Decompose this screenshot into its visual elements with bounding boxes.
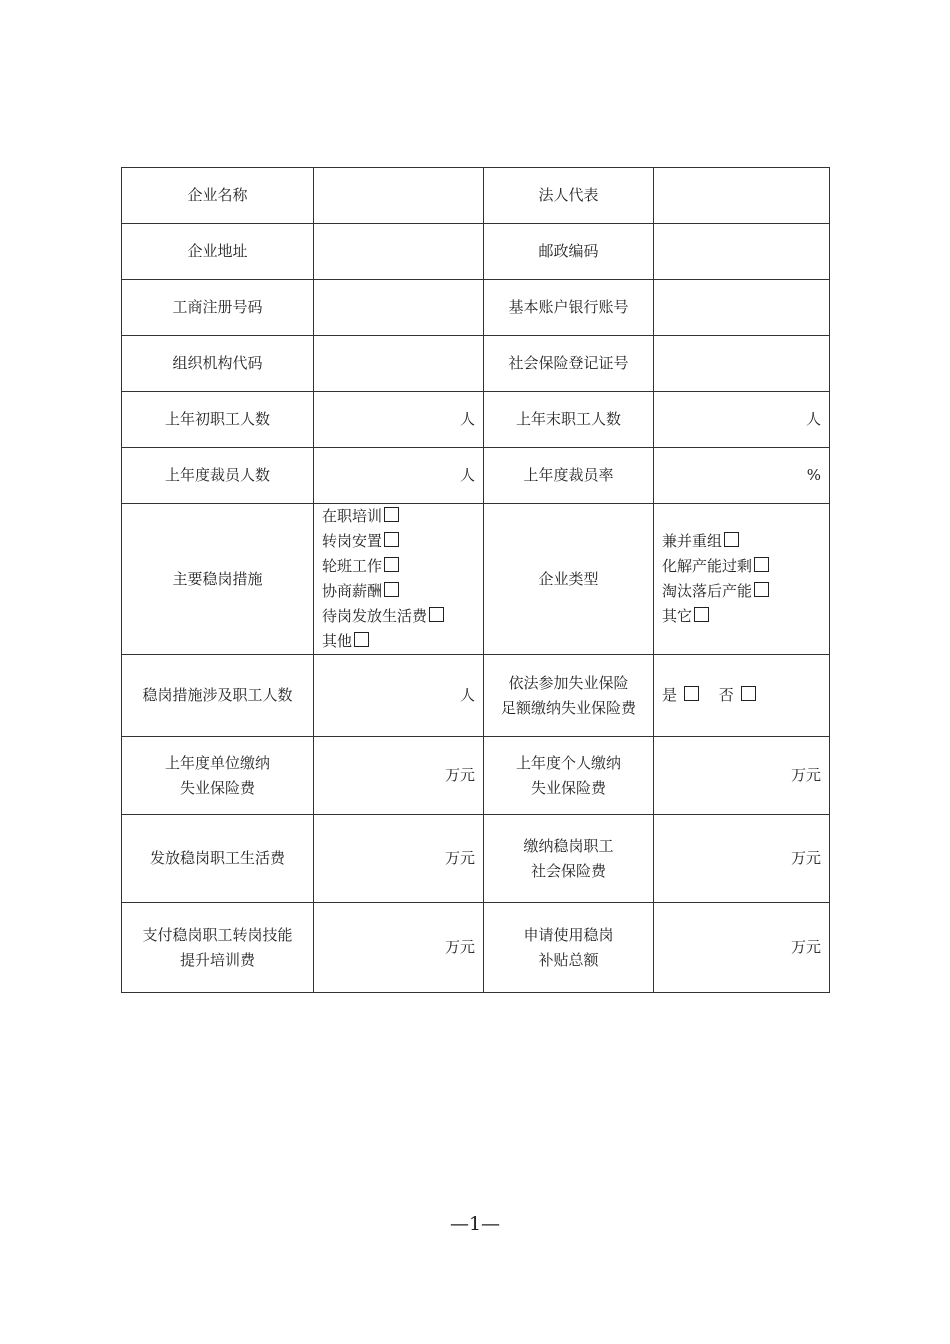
checkbox[interactable] [724, 532, 739, 547]
unit-percent: % [806, 466, 821, 484]
unit-person: 人 [805, 410, 821, 428]
employees-start-field[interactable] [314, 392, 484, 448]
bank-account-label: 基本账户银行账号 [484, 280, 654, 336]
table-row [122, 168, 830, 224]
checkbox[interactable] [384, 582, 399, 597]
measure-option[interactable]: 转岗安置 [322, 529, 475, 554]
measure-option[interactable]: 在职培训 [322, 504, 475, 529]
page-number: —1— [449, 1213, 501, 1235]
organization-code-label: 组织机构代码 [122, 336, 314, 392]
checkbox[interactable] [429, 607, 444, 622]
company-type-options [654, 504, 830, 655]
company-type-label: 企业类型 [484, 504, 654, 655]
subsidy-total-field[interactable] [654, 903, 830, 993]
bank-account-field[interactable] [654, 280, 830, 336]
affected-employees-label: 稳岗措施涉及职工人数 [122, 655, 314, 737]
unit-ten-thousand-yuan: 万元 [444, 938, 475, 956]
personal-insurance-paid-label: 上年度个人缴纳 失业保险费 [484, 737, 654, 815]
personal-insurance-paid-field[interactable] [654, 737, 830, 815]
social-insurance-number-label: 社会保险登记证号 [484, 336, 654, 392]
training-fee-label: 支付稳岗职工转岗技能 提升培训费 [122, 903, 314, 993]
unit-ten-thousand-yuan: 万元 [444, 849, 475, 867]
checkbox[interactable] [684, 686, 699, 701]
type-option[interactable]: 淘汰落后产能 [662, 579, 821, 604]
measure-option[interactable]: 协商薪酬 [322, 579, 475, 604]
employees-end-label: 上年末职工人数 [484, 392, 654, 448]
unit-person: 人 [459, 686, 475, 704]
company-address-label: 企业地址 [122, 224, 314, 280]
affected-employees-field[interactable] [314, 655, 484, 737]
unit-insurance-paid-label: 上年度单位缴纳 失业保险费 [122, 737, 314, 815]
checkbox[interactable] [741, 686, 756, 701]
social-insurance-paid-field[interactable] [654, 815, 830, 903]
company-name-field[interactable] [314, 168, 484, 224]
business-registration-field[interactable] [314, 280, 484, 336]
main-measures-label: 主要稳岗措施 [122, 504, 314, 655]
application-form-table [121, 167, 830, 993]
company-name-label: 企业名称 [122, 168, 314, 224]
checkbox[interactable] [754, 557, 769, 572]
business-registration-label: 工商注册号码 [122, 280, 314, 336]
checkbox[interactable] [384, 557, 399, 572]
table-row [122, 655, 830, 737]
living-allowance-label: 发放稳岗职工生活费 [122, 815, 314, 903]
layoff-rate-field[interactable] [654, 448, 830, 504]
checkbox[interactable] [354, 632, 369, 647]
measure-option[interactable]: 待岗发放生活费 [322, 604, 475, 629]
legal-representative-label: 法人代表 [484, 168, 654, 224]
table-row [122, 280, 830, 336]
measure-option[interactable]: 其他 [322, 629, 475, 654]
unit-ten-thousand-yuan: 万元 [790, 849, 821, 867]
checkbox[interactable] [384, 532, 399, 547]
organization-code-field[interactable] [314, 336, 484, 392]
type-option[interactable]: 其它 [662, 604, 821, 629]
employees-end-field[interactable] [654, 392, 830, 448]
unit-ten-thousand-yuan: 万元 [444, 766, 475, 784]
postal-code-field[interactable] [654, 224, 830, 280]
table-row [122, 815, 830, 903]
unit-ten-thousand-yuan: 万元 [790, 938, 821, 956]
unit-person: 人 [459, 410, 475, 428]
social-insurance-number-field[interactable] [654, 336, 830, 392]
type-option[interactable]: 兼并重组 [662, 529, 821, 554]
training-fee-field[interactable] [314, 903, 484, 993]
employees-start-label: 上年初职工人数 [122, 392, 314, 448]
layoffs-label: 上年度裁员人数 [122, 448, 314, 504]
unit-ten-thousand-yuan: 万元 [790, 766, 821, 784]
postal-code-label: 邮政编码 [484, 224, 654, 280]
checkbox[interactable] [754, 582, 769, 597]
living-allowance-field[interactable] [314, 815, 484, 903]
table-row [122, 448, 830, 504]
table-row [122, 903, 830, 993]
measures-options [314, 504, 484, 655]
table-row [122, 737, 830, 815]
unemployment-insurance-label: 依法参加失业保险 足额缴纳失业保险费 [484, 655, 654, 737]
layoff-rate-label: 上年度裁员率 [484, 448, 654, 504]
unit-person: 人 [459, 466, 475, 484]
subsidy-total-label: 申请使用稳岗 补贴总额 [484, 903, 654, 993]
social-insurance-paid-label: 缴纳稳岗职工 社会保险费 [484, 815, 654, 903]
table-row [122, 392, 830, 448]
legal-representative-field[interactable] [654, 168, 830, 224]
no-option[interactable]: 否 [719, 686, 756, 704]
table-row [122, 224, 830, 280]
yes-no-options [654, 655, 830, 737]
measure-option[interactable]: 轮班工作 [322, 554, 475, 579]
unit-insurance-paid-field[interactable] [314, 737, 484, 815]
yes-option[interactable]: 是 [662, 686, 699, 704]
checkbox[interactable] [384, 507, 399, 522]
table-row [122, 336, 830, 392]
type-option[interactable]: 化解产能过剩 [662, 554, 821, 579]
checkbox[interactable] [694, 607, 709, 622]
layoffs-field[interactable] [314, 448, 484, 504]
company-address-field[interactable] [314, 224, 484, 280]
table-row [122, 504, 830, 655]
